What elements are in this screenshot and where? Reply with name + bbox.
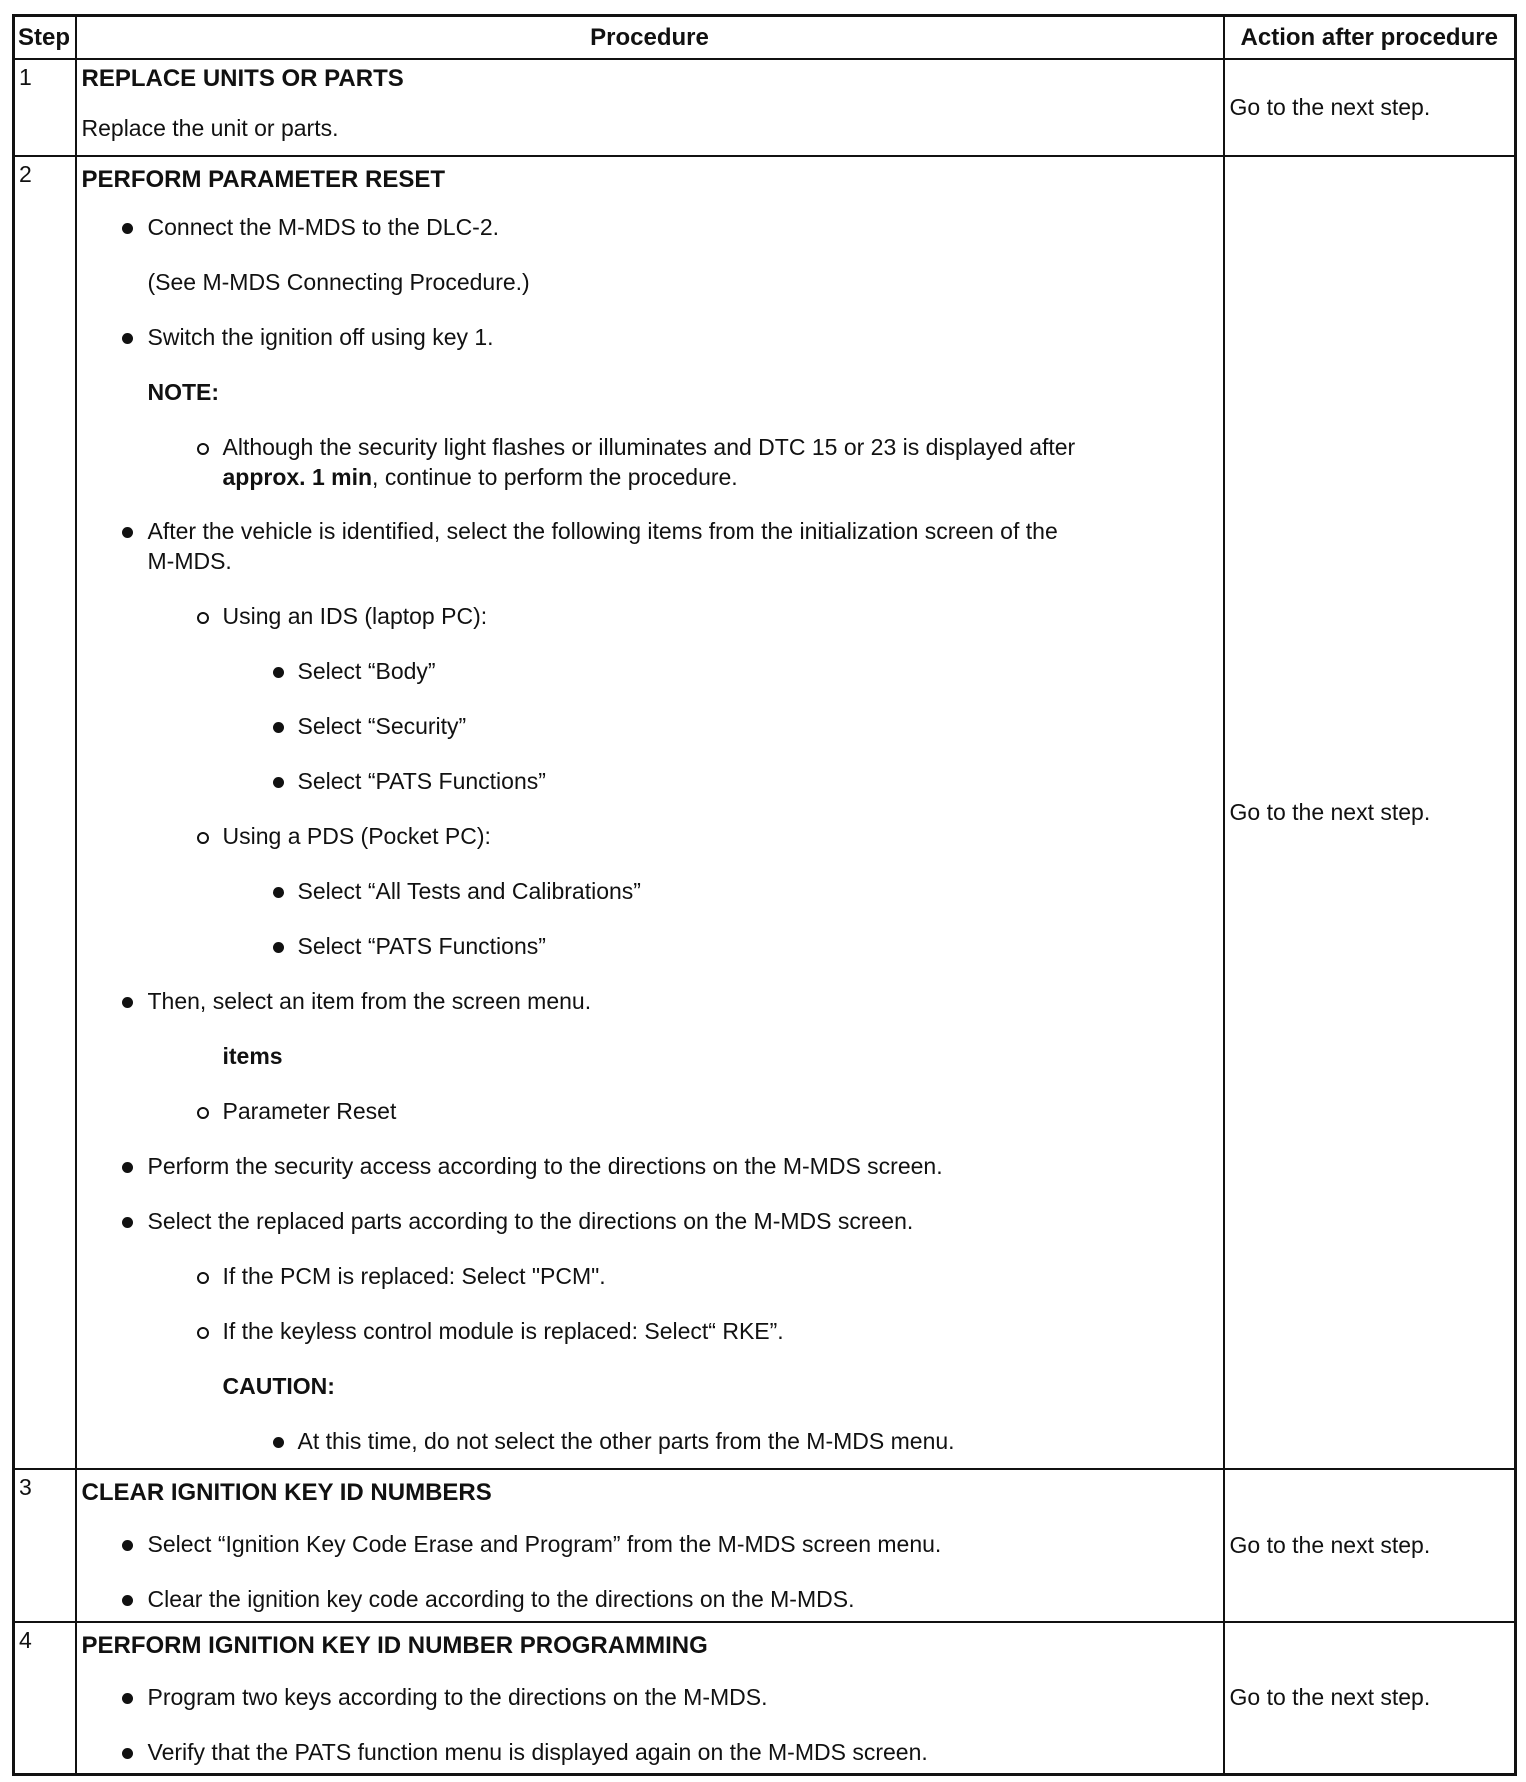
header-row <box>14 16 1516 60</box>
list-item: If the PCM is replaced: Select "PCM". <box>222 1263 606 1289</box>
items-heading: items <box>222 1043 283 1069</box>
bullet-icon <box>122 1693 133 1704</box>
step-text: Replace the unit or parts. <box>81 115 339 141</box>
step-number: 3 <box>14 1469 76 1622</box>
list-item-continuation <box>223 462 738 492</box>
list-item: Parameter Reset <box>222 1098 397 1124</box>
list-item: Although the security light flashes or illuminates and DTC 15 or 23 is displayed after <box>222 434 1076 460</box>
circle-bullet-icon <box>197 1327 209 1339</box>
header-procedure: Procedure <box>76 16 1224 60</box>
action-cell: Go to the next step. <box>1224 1469 1516 1622</box>
header-action: Action after procedure <box>1224 16 1516 60</box>
bullet-icon <box>273 722 284 733</box>
bullet-icon <box>122 527 133 538</box>
circle-bullet-icon <box>197 612 209 624</box>
procedure-cell <box>76 59 1224 156</box>
action-cell: Go to the next step. <box>1224 59 1516 156</box>
list-item-note: (See M-MDS Connecting Procedure.) <box>147 269 530 295</box>
bullet-icon <box>273 777 284 788</box>
list-item: Perform the security access according to the directions on the M-MDS screen. <box>147 1153 943 1179</box>
list-item: If the keyless control module is replaced: Select“ RKE”. <box>222 1318 784 1344</box>
list-item: Select “PATS Functions” <box>297 933 546 959</box>
list-item: Select “Security” <box>297 713 467 739</box>
step-number: 1 <box>14 59 76 156</box>
list-item: Select the replaced parts according to the directions on the M-MDS screen. <box>147 1208 914 1234</box>
continuation-text: , continue to perform the procedure. <box>372 464 738 490</box>
table-row <box>14 1469 1516 1622</box>
list-item: Select “All Tests and Calibrations” <box>297 878 641 904</box>
bullet-icon <box>122 1748 133 1759</box>
step-title: REPLACE UNITS OR PARTS <box>81 65 404 92</box>
list-item: At this time, do not select the other parts from the M-MDS menu. <box>297 1428 955 1454</box>
step-title: CLEAR IGNITION KEY ID NUMBERS <box>81 1479 492 1506</box>
circle-bullet-icon <box>197 832 209 844</box>
action-cell: Go to the next step. <box>1224 156 1516 1469</box>
procedure-cell <box>76 1622 1224 1774</box>
bullet-icon <box>122 223 133 234</box>
list-item-continuation: M-MDS. <box>147 548 232 574</box>
list-item: Select “PATS Functions” <box>297 768 546 794</box>
circle-bullet-icon <box>197 443 209 455</box>
bullet-icon <box>273 667 284 678</box>
caution-heading: CAUTION: <box>222 1373 335 1399</box>
list-item: Clear the ignition key code according to the directions on the M-MDS. <box>147 1586 855 1612</box>
bullet-icon <box>273 1437 284 1448</box>
bullet-icon <box>122 1217 133 1228</box>
bullet-icon <box>122 1540 133 1551</box>
table-row <box>14 156 1516 1469</box>
bold-duration: approx. 1 min <box>222 464 373 490</box>
procedure-table <box>12 14 1517 1776</box>
list-item: Select “Ignition Key Code Erase and Program” from the M-MDS screen menu. <box>147 1531 942 1557</box>
circle-bullet-icon <box>197 1272 209 1284</box>
step-title: PERFORM IGNITION KEY ID NUMBER PROGRAMMING <box>81 1632 708 1659</box>
header-step: Step <box>14 16 76 60</box>
bullet-icon <box>122 1595 133 1606</box>
bullet-icon <box>122 333 133 344</box>
table-row <box>14 1622 1516 1774</box>
step-number: 4 <box>14 1622 76 1774</box>
step-title: PERFORM PARAMETER RESET <box>81 166 446 193</box>
circle-bullet-icon <box>197 1107 209 1119</box>
table-row <box>14 59 1516 156</box>
procedure-cell <box>76 156 1224 1469</box>
procedure-cell <box>76 1469 1224 1622</box>
list-item: Connect the M-MDS to the DLC-2. <box>147 214 500 240</box>
action-cell: Go to the next step. <box>1224 1622 1516 1774</box>
step-number: 2 <box>14 156 76 1469</box>
list-item: Using an IDS (laptop PC): <box>222 603 488 629</box>
bullet-icon <box>122 997 133 1008</box>
list-item: After the vehicle is identified, select the following items from the initialization screen of the <box>147 518 1058 544</box>
list-item: Verify that the PATS function menu is displayed again on the M-MDS screen. <box>147 1739 928 1765</box>
list-item: Switch the ignition off using key 1. <box>147 324 494 350</box>
list-item: Program two keys according to the directions on the M-MDS. <box>147 1684 768 1710</box>
list-item: Using a PDS (Pocket PC): <box>222 823 491 849</box>
list-item: Select “Body” <box>297 658 436 684</box>
bullet-icon <box>273 942 284 953</box>
bullet-icon <box>122 1162 133 1173</box>
bullet-icon <box>273 887 284 898</box>
list-item: Then, select an item from the screen menu. <box>147 988 592 1014</box>
note-heading: NOTE: <box>147 379 220 405</box>
